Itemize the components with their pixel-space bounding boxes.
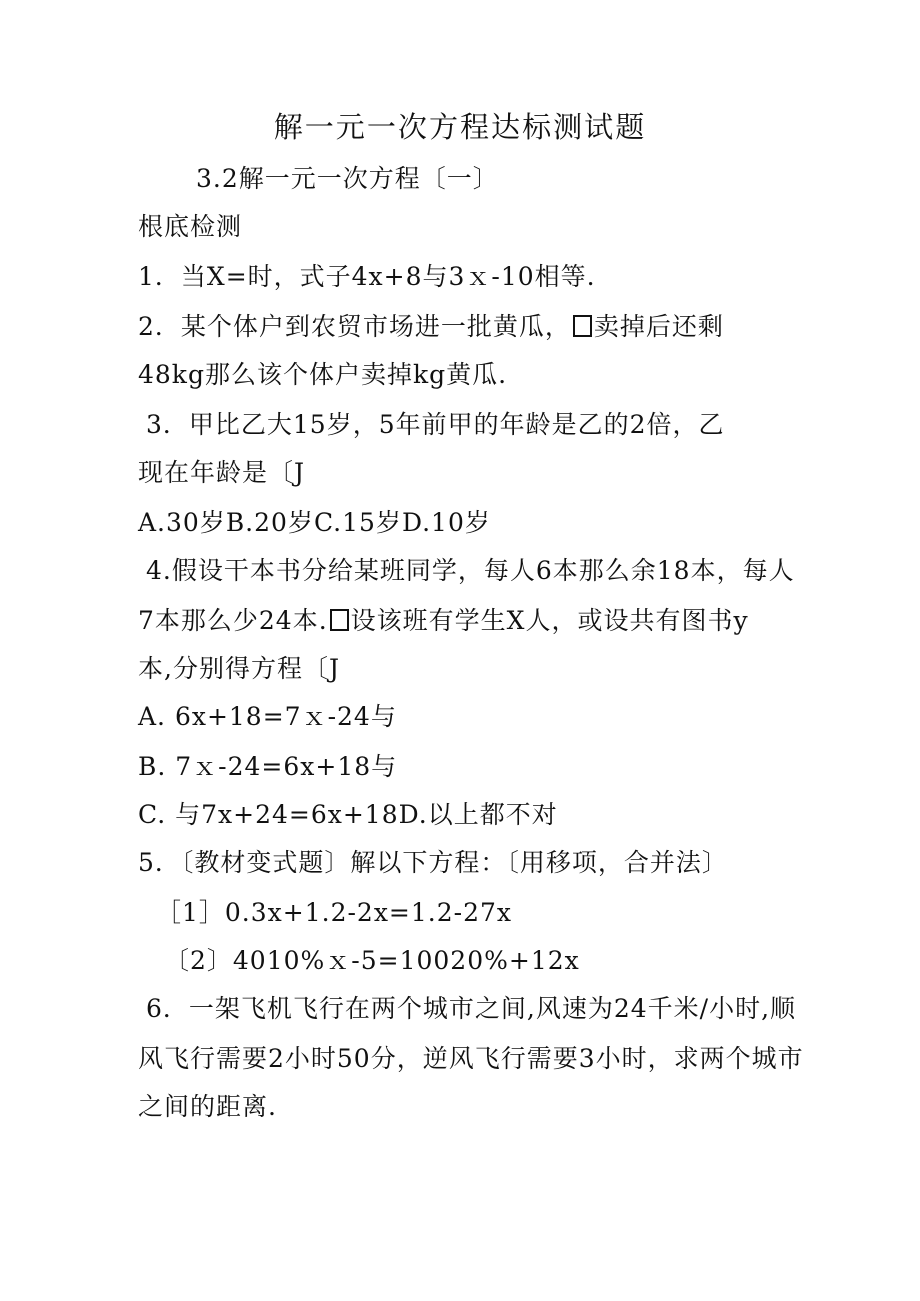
- question-3-line-1: 3．甲比乙大15岁，5年前甲的年龄是乙的2倍，乙: [146, 410, 725, 439]
- section-heading: 3.2解一元一次方程〔一〕: [196, 164, 499, 193]
- subsection-heading: 根底检测: [138, 212, 243, 241]
- question-6-line-1: 6．一架飞机飞行在两个城市之间,风速为24千米/小时,顺: [146, 994, 797, 1023]
- question-4-line-1: 4.假设干本书分给某班同学，每人6本那么余18本，每人: [146, 556, 795, 585]
- question-1: 1．当X=时，式子4x+8与3ｘ-10相等.: [138, 262, 596, 291]
- question-4-line-3: 本,分别得方程〔J: [138, 654, 340, 683]
- blank-box-icon: [573, 315, 592, 337]
- question-4-text-a: 7本那么少24本.: [138, 606, 328, 635]
- question-2-text-a: 2．某个体户到农贸市场进一批黄瓜，: [138, 312, 571, 341]
- document-title: 解一元一次方程达标测试题: [273, 110, 647, 144]
- question-4-line-2: [138, 606, 749, 636]
- blank-box-icon: [330, 609, 349, 631]
- question-2-text-b: 卖掉后还剩: [593, 312, 724, 341]
- question-4-option-a: A. 6x+18=7ｘ-24与: [138, 702, 397, 731]
- question-3-options: A.30岁B.20岁C.15岁D.10岁: [138, 508, 491, 537]
- question-4-option-b: B. 7ｘ-24=6x+18与: [138, 752, 398, 781]
- question-6-line-3: 之间的距离.: [138, 1092, 277, 1121]
- question-2-line-2: 48kg那么该个体户卖掉kg黄瓜.: [138, 360, 508, 389]
- question-4-option-cd: C. 与7x+24=6x+18D.以上都不对: [138, 800, 558, 829]
- question-6-line-2: 风飞行需要2小时50分，逆风飞行需要3小时，求两个城市: [138, 1044, 804, 1073]
- question-5-sub-1: ［1］0.3x+1.2-2x=1.2-27x: [156, 898, 512, 927]
- question-2-line-1: [138, 312, 724, 342]
- question-5-sub-2: 〔2〕4010%ｘ-5=10020%+12x: [164, 946, 580, 975]
- question-3-line-2: 现在年龄是〔J: [138, 458, 306, 487]
- question-5-line-1: 5．〔教材变式题〕解以下方程：〔用移项，合并法〕: [138, 848, 728, 877]
- question-4-text-b: 设该班有学生X人，或设共有图书y: [350, 606, 749, 635]
